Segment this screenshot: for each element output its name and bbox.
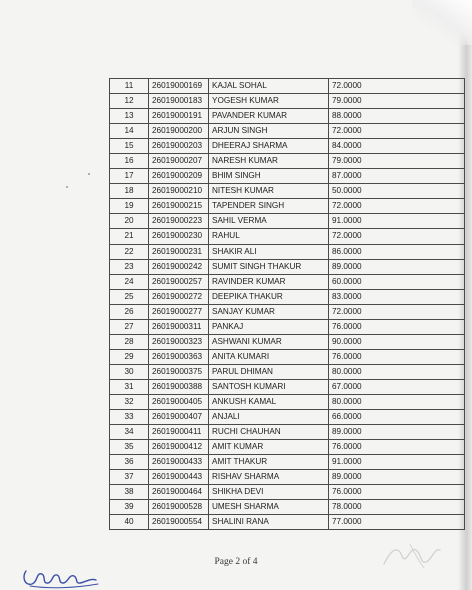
table-row [110, 319, 465, 334]
candidate-name-cell: NARESH KUMAR [209, 154, 329, 169]
candidate-name-cell: PAVANDER KUMAR [209, 109, 329, 124]
marks-cell: 72.0000 [329, 229, 465, 244]
table-row [110, 259, 465, 274]
marks-cell: 77.0000 [329, 515, 465, 530]
candidate-name-cell: AMIT THAKUR [209, 455, 329, 470]
serial-number-cell: 29 [110, 349, 149, 364]
roll-number-cell: 26019000223 [149, 214, 209, 229]
serial-number-cell: 31 [110, 379, 149, 394]
table-row [110, 289, 465, 304]
roll-number-cell: 26019000210 [149, 184, 209, 199]
roll-number-cell: 26019000363 [149, 349, 209, 364]
table-row [110, 214, 465, 229]
marks-cell: 78.0000 [329, 500, 465, 515]
roll-number-cell: 26019000411 [149, 425, 209, 440]
marks-cell: 50.0000 [329, 184, 465, 199]
marks-cell: 72.0000 [329, 124, 465, 139]
roll-number-cell: 26019000405 [149, 394, 209, 409]
table-row [110, 425, 465, 440]
roll-number-cell: 26019000375 [149, 364, 209, 379]
roll-number-cell: 26019000412 [149, 440, 209, 455]
candidate-name-cell: ANKUSH KAMAL [209, 394, 329, 409]
table-row [110, 394, 465, 409]
marks-cell: 60.0000 [329, 274, 465, 289]
candidate-name-cell: BHIM SINGH [209, 169, 329, 184]
signature-right-faded [380, 538, 450, 574]
marks-cell: 76.0000 [329, 440, 465, 455]
candidate-name-cell: PARUL DHIMAN [209, 364, 329, 379]
roll-number-cell: 26019000200 [149, 124, 209, 139]
table-row [110, 274, 465, 289]
serial-number-cell: 26 [110, 304, 149, 319]
table-row [110, 109, 465, 124]
candidate-name-cell: ARJUN SINGH [209, 124, 329, 139]
candidate-name-cell: SHAKIR ALI [209, 244, 329, 259]
roll-number-cell: 26019000433 [149, 455, 209, 470]
roll-number-cell: 26019000183 [149, 94, 209, 109]
marks-cell: 72.0000 [329, 199, 465, 214]
table-row [110, 334, 465, 349]
serial-number-cell: 37 [110, 470, 149, 485]
roll-number-cell: 26019000209 [149, 169, 209, 184]
roll-number-cell: 26019000242 [149, 259, 209, 274]
marks-cell: 83.0000 [329, 289, 465, 304]
marks-cell: 79.0000 [329, 154, 465, 169]
marks-cell: 84.0000 [329, 139, 465, 154]
serial-number-cell: 33 [110, 410, 149, 425]
candidate-name-cell: TAPENDER SINGH [209, 199, 329, 214]
candidate-name-cell: NITESH KUMAR [209, 184, 329, 199]
table-row [110, 470, 465, 485]
candidate-name-cell: ANJALI [209, 410, 329, 425]
serial-number-cell: 38 [110, 485, 149, 500]
serial-number-cell: 17 [110, 169, 149, 184]
marks-cell: 91.0000 [329, 455, 465, 470]
serial-number-cell: 27 [110, 319, 149, 334]
candidate-name-cell: UMESH SHARMA [209, 500, 329, 515]
marks-cell: 89.0000 [329, 470, 465, 485]
roll-number-cell: 26019000323 [149, 334, 209, 349]
serial-number-cell: 32 [110, 394, 149, 409]
marks-cell: 80.0000 [329, 364, 465, 379]
marks-cell: 66.0000 [329, 410, 465, 425]
marks-cell: 89.0000 [329, 425, 465, 440]
candidate-name-cell: RUCHI CHAUHAN [209, 425, 329, 440]
results-table-body [110, 79, 465, 530]
marks-cell: 89.0000 [329, 259, 465, 274]
roll-number-cell: 26019000443 [149, 470, 209, 485]
candidate-name-cell: DHEERAJ SHARMA [209, 139, 329, 154]
marks-cell: 87.0000 [329, 169, 465, 184]
table-row [110, 379, 465, 394]
candidate-name-cell: RAHUL [209, 229, 329, 244]
table-row [110, 455, 465, 470]
table-row [110, 154, 465, 169]
serial-number-cell: 19 [110, 199, 149, 214]
serial-number-cell: 24 [110, 274, 149, 289]
serial-number-cell: 16 [110, 154, 149, 169]
candidate-name-cell: ANITA KUMARI [209, 349, 329, 364]
table-row [110, 94, 465, 109]
results-table [109, 78, 465, 530]
serial-number-cell: 34 [110, 425, 149, 440]
table-row [110, 304, 465, 319]
roll-number-cell: 26019000191 [149, 109, 209, 124]
roll-number-cell: 26019000272 [149, 289, 209, 304]
roll-number-cell: 26019000277 [149, 304, 209, 319]
candidate-name-cell: RISHAV SHARMA [209, 470, 329, 485]
table-row [110, 410, 465, 425]
marks-cell: 72.0000 [329, 304, 465, 319]
candidate-name-cell: PANKAJ [209, 319, 329, 334]
candidate-name-cell: SHIKHA DEVI [209, 485, 329, 500]
marks-cell: 76.0000 [329, 349, 465, 364]
table-row [110, 199, 465, 214]
serial-number-cell: 36 [110, 455, 149, 470]
signature-left [20, 562, 102, 590]
serial-number-cell: 25 [110, 289, 149, 304]
roll-number-cell: 26019000407 [149, 410, 209, 425]
table-row [110, 440, 465, 455]
serial-number-cell: 14 [110, 124, 149, 139]
serial-number-cell: 20 [110, 214, 149, 229]
marks-cell: 72.0000 [329, 79, 465, 94]
candidate-name-cell: YOGESH KUMAR [209, 94, 329, 109]
candidate-name-cell: SUMIT SINGH THAKUR [209, 259, 329, 274]
serial-number-cell: 23 [110, 259, 149, 274]
roll-number-cell: 26019000207 [149, 154, 209, 169]
page-number: Page 2 of 4 [214, 557, 258, 567]
table-row [110, 124, 465, 139]
table-row [110, 139, 465, 154]
candidate-name-cell: SANTOSH KUMARI [209, 379, 329, 394]
candidate-name-cell: AMIT KUMAR [209, 440, 329, 455]
candidate-name-cell: DEEPIKA THAKUR [209, 289, 329, 304]
serial-number-cell: 12 [110, 94, 149, 109]
marks-cell: 79.0000 [329, 94, 465, 109]
marks-cell: 80.0000 [329, 394, 465, 409]
candidate-name-cell: SANJAY KUMAR [209, 304, 329, 319]
serial-number-cell: 40 [110, 515, 149, 530]
marks-cell: 88.0000 [329, 109, 465, 124]
serial-number-cell: 22 [110, 244, 149, 259]
marks-cell: 86.0000 [329, 244, 465, 259]
table-row [110, 500, 465, 515]
table-row [110, 229, 465, 244]
marks-cell: 91.0000 [329, 214, 465, 229]
roll-number-cell: 26019000554 [149, 515, 209, 530]
table-row [110, 364, 465, 379]
serial-number-cell: 21 [110, 229, 149, 244]
roll-number-cell: 26019000230 [149, 229, 209, 244]
roll-number-cell: 26019000388 [149, 379, 209, 394]
serial-number-cell: 11 [110, 79, 149, 94]
serial-number-cell: 15 [110, 139, 149, 154]
candidate-name-cell: KAJAL SOHAL [209, 79, 329, 94]
roll-number-cell: 26019000311 [149, 319, 209, 334]
serial-number-cell: 39 [110, 500, 149, 515]
candidate-name-cell: SAHIL VERMA [209, 214, 329, 229]
table-row [110, 184, 465, 199]
marks-cell: 90.0000 [329, 334, 465, 349]
roll-number-cell: 26019000231 [149, 244, 209, 259]
scan-speck [66, 186, 68, 188]
serial-number-cell: 18 [110, 184, 149, 199]
serial-number-cell: 35 [110, 440, 149, 455]
table-row [110, 79, 465, 94]
candidate-name-cell: SHALINI RANA [209, 515, 329, 530]
marks-cell: 67.0000 [329, 379, 465, 394]
table-row [110, 349, 465, 364]
table-row [110, 244, 465, 259]
roll-number-cell: 26019000528 [149, 500, 209, 515]
candidate-name-cell: RAVINDER KUMAR [209, 274, 329, 289]
serial-number-cell: 28 [110, 334, 149, 349]
roll-number-cell: 26019000464 [149, 485, 209, 500]
roll-number-cell: 26019000203 [149, 139, 209, 154]
folded-page-corner [412, 0, 472, 45]
roll-number-cell: 26019000215 [149, 199, 209, 214]
marks-cell: 76.0000 [329, 319, 465, 334]
candidate-name-cell: ASHWANI KUMAR [209, 334, 329, 349]
marks-cell: 76.0000 [329, 485, 465, 500]
roll-number-cell: 26019000257 [149, 274, 209, 289]
scan-speck [88, 173, 90, 175]
table-row [110, 485, 465, 500]
serial-number-cell: 13 [110, 109, 149, 124]
table-row [110, 515, 465, 530]
serial-number-cell: 30 [110, 364, 149, 379]
table-row [110, 169, 465, 184]
roll-number-cell: 26019000169 [149, 79, 209, 94]
